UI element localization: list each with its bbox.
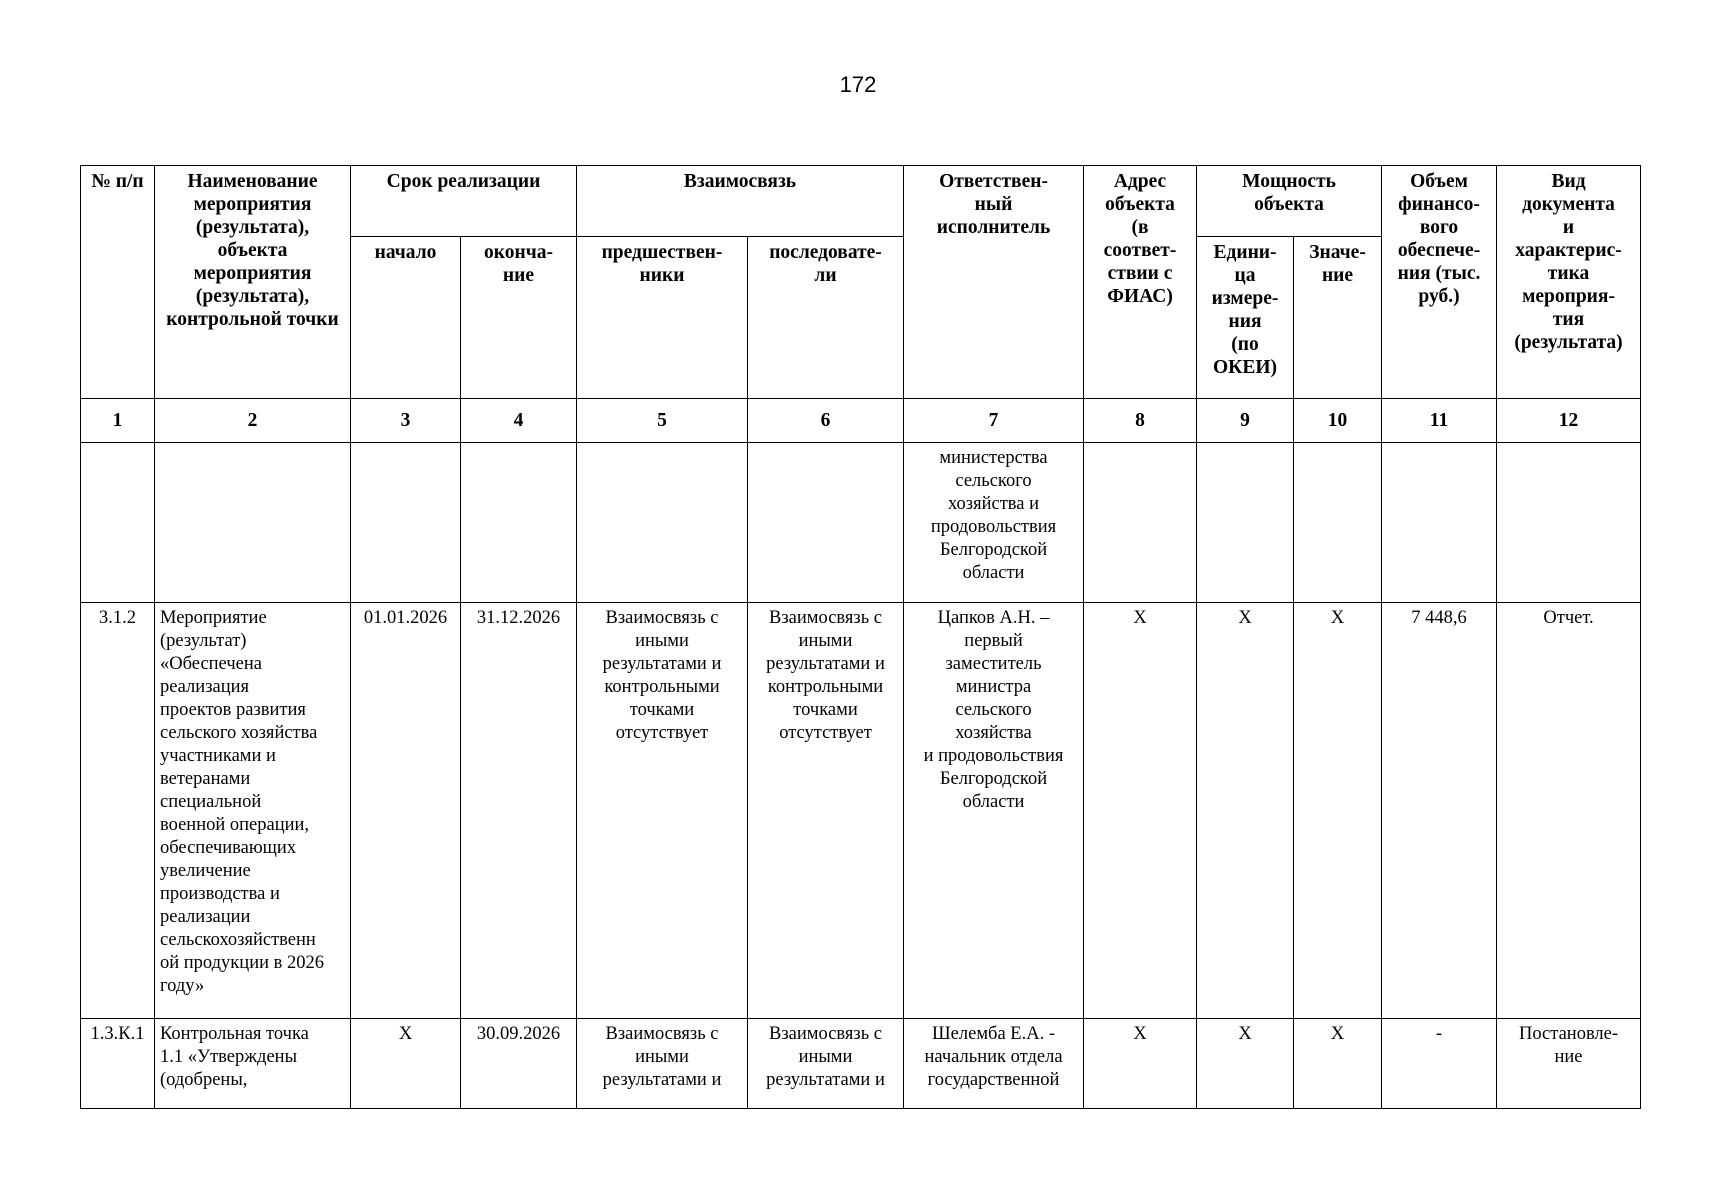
column-number: 12 bbox=[1497, 399, 1641, 443]
cell-num: 1.3.К.1 bbox=[81, 1019, 155, 1109]
cell-unit bbox=[1197, 443, 1294, 603]
header-finance: Объем финансо- вого обеспече- ния (тыс. руб.) bbox=[1382, 166, 1497, 399]
table-row bbox=[81, 443, 1641, 603]
cell-prev bbox=[577, 443, 748, 603]
header-capacity-unit: Едини- ца измере- ния (по ОКЕИ) bbox=[1197, 237, 1294, 399]
cell-responsible: Шелемба Е.А. - начальник отдела государственной bbox=[904, 1019, 1084, 1109]
header-name: Наименование мероприятия (результата), объекта мероприятия (результата), контрольной точки bbox=[155, 166, 351, 399]
column-number: 7 bbox=[904, 399, 1084, 443]
header-row bbox=[81, 166, 1641, 237]
cell-doc: Отчет. bbox=[1497, 603, 1641, 1019]
header-relation: Взаимосвязь bbox=[577, 166, 904, 237]
cell-value: Х bbox=[1294, 1019, 1382, 1109]
cell-name: Контрольная точка 1.1 «Утверждены (одобрены, bbox=[155, 1019, 351, 1109]
header-capacity-value: Значе- ние bbox=[1294, 237, 1382, 399]
cell-responsible: министерства сельского хозяйства и продовольствия Белгородской области bbox=[904, 443, 1084, 603]
cell-start bbox=[351, 443, 461, 603]
header-capacity: Мощность объекта bbox=[1197, 166, 1382, 237]
cell-finance bbox=[1382, 443, 1497, 603]
header-relation-prev: предшествен- ники bbox=[577, 237, 748, 399]
cell-address bbox=[1084, 443, 1197, 603]
cell-doc: Постановле- ние bbox=[1497, 1019, 1641, 1109]
column-number: 1 bbox=[81, 399, 155, 443]
cell-address: Х bbox=[1084, 603, 1197, 1019]
header-doc-type: Вид документа и характерис- тика мероприя- тия (результата) bbox=[1497, 166, 1641, 399]
header-relation-next: последовате- ли bbox=[748, 237, 904, 399]
cell-name bbox=[155, 443, 351, 603]
page-number: 172 bbox=[839, 72, 877, 97]
column-number: 5 bbox=[577, 399, 748, 443]
cell-end bbox=[461, 443, 577, 603]
header-term-end: оконча- ние bbox=[461, 237, 577, 399]
column-number: 2 bbox=[155, 399, 351, 443]
cell-name: Мероприятие (результат) «Обеспечена реализация проектов развития сельского хозяйства участниками и ветеранами специальной военной операции, обеспечивающих увеличение производства и реализации сельскохозяйственн ой продукции в 2026 году» bbox=[155, 603, 351, 1019]
column-number: 11 bbox=[1382, 399, 1497, 443]
header-address: Адрес объекта (в соответ- ствии с ФИАС) bbox=[1084, 166, 1197, 399]
cell-finance: - bbox=[1382, 1019, 1497, 1109]
cell-end: 31.12.2026 bbox=[461, 603, 577, 1019]
cell-value: Х bbox=[1294, 603, 1382, 1019]
cell-num: 3.1.2 bbox=[81, 603, 155, 1019]
cell-doc bbox=[1497, 443, 1641, 603]
cell-next: Взаимосвязь с иными результатами и bbox=[748, 1019, 904, 1109]
column-number: 6 bbox=[748, 399, 904, 443]
column-number: 4 bbox=[461, 399, 577, 443]
cell-prev: Взаимосвязь с иными результатами и контрольными точками отсутствует bbox=[577, 603, 748, 1019]
cell-end: 30.09.2026 bbox=[461, 1019, 577, 1109]
cell-address: Х bbox=[1084, 1019, 1197, 1109]
cell-prev: Взаимосвязь с иными результатами и bbox=[577, 1019, 748, 1109]
cell-next: Взаимосвязь с иными результатами и контрольными точками отсутствует bbox=[748, 603, 904, 1019]
cell-start: 01.01.2026 bbox=[351, 603, 461, 1019]
column-number: 10 bbox=[1294, 399, 1382, 443]
column-number: 9 bbox=[1197, 399, 1294, 443]
cell-value bbox=[1294, 443, 1382, 603]
column-number-row bbox=[81, 399, 1641, 443]
cell-num bbox=[81, 443, 155, 603]
table-row bbox=[81, 603, 1641, 1019]
header-responsible: Ответствен- ный исполнитель bbox=[904, 166, 1084, 399]
cell-finance: 7 448,6 bbox=[1382, 603, 1497, 1019]
column-number: 8 bbox=[1084, 399, 1197, 443]
cell-next bbox=[748, 443, 904, 603]
cell-unit: Х bbox=[1197, 1019, 1294, 1109]
cell-responsible: Цапков А.Н. – первый заместитель министра сельского хозяйства и продовольствия Белгородской области bbox=[904, 603, 1084, 1019]
header-term-start: начало bbox=[351, 237, 461, 399]
cell-start: Х bbox=[351, 1019, 461, 1109]
header-num: № п/п bbox=[81, 166, 155, 399]
plan-table bbox=[80, 165, 1641, 1109]
header-term: Срок реализации bbox=[351, 166, 577, 237]
cell-unit: Х bbox=[1197, 603, 1294, 1019]
table-row bbox=[81, 1019, 1641, 1109]
column-number: 3 bbox=[351, 399, 461, 443]
